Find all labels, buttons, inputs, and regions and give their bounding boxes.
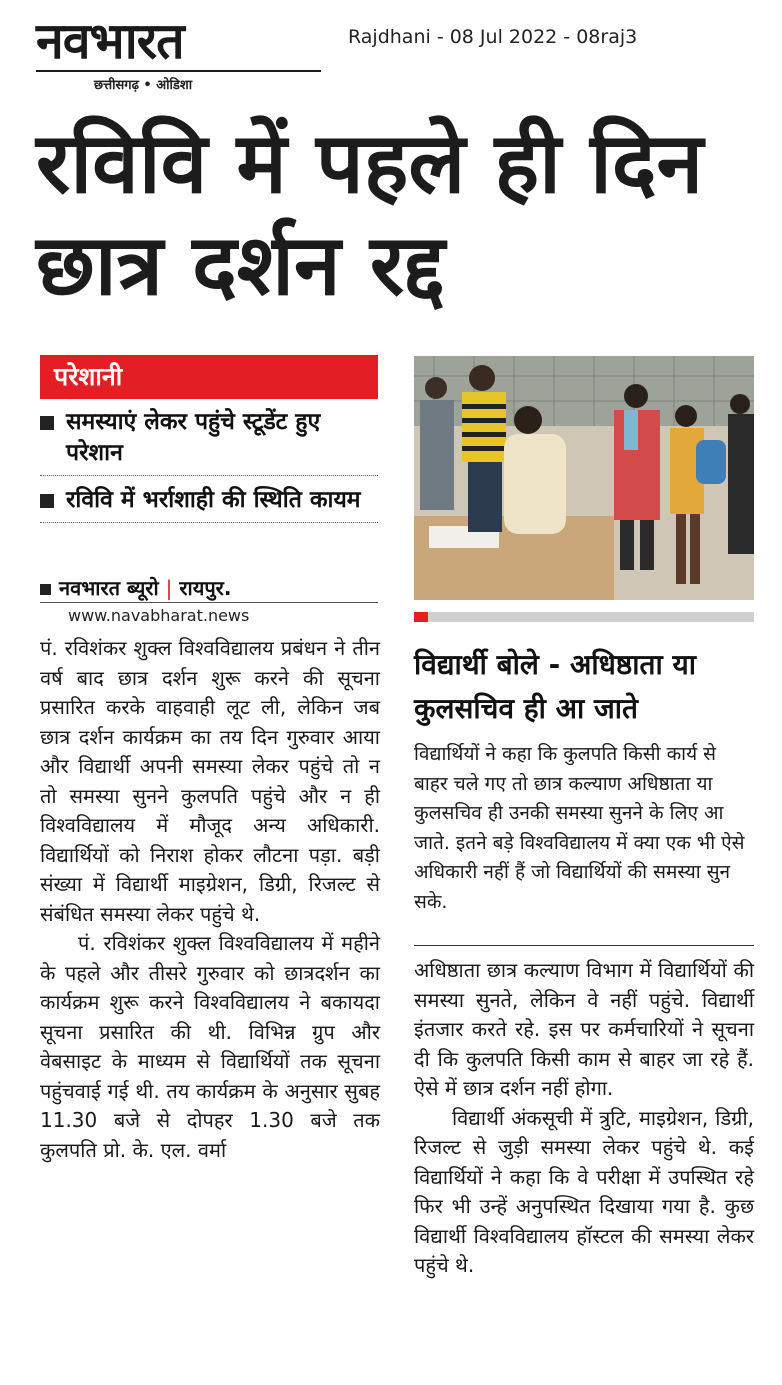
logo-rule: [36, 70, 321, 72]
photo-caption-bar: [414, 612, 754, 622]
website-link[interactable]: www.navabharat.news: [68, 606, 250, 625]
edition-states: छत्तीसगढ़ • ओडिशा: [94, 78, 193, 93]
accent-marker: [414, 612, 428, 622]
article-paragraph: पं. रविशंकर शुक्ल विश्वविद्यालय में महीने के पहले और तीसरे गुरुवार को छात्रदर्शन का कार्यक्रम शुरू करने विश्वविद्यालय ने बकायदा सूचना प्रसारित की थी. विभिन्न ग्रुप और वेबसाइट के माध्यम से विद्यार्थियों तक सूचना पहुंचवाई गई थी. तय कार्यक्रम के अनुसार सुबह 11.30 बजे से दोपहर 1.30 बजे तक कुलपति प्रो. के. एल. वर्मा: [40, 931, 380, 1162]
dateline-city: रायपुर.: [179, 576, 232, 600]
highlight-item: [40, 485, 378, 523]
article-body-left: [40, 634, 380, 1165]
sidebar-heading: विद्यार्थी बोले - अधिष्ठाता या कुलसचिव ही आ जाते: [414, 648, 697, 725]
byline-divider: |: [165, 576, 173, 600]
square-bullet-icon: [40, 416, 54, 430]
masthead: [36, 14, 326, 100]
newspaper-logo: नवभारत: [36, 12, 184, 70]
highlight-item: [40, 407, 378, 476]
divider: [40, 602, 378, 603]
headline: रविवि में पहले ही दिन छात्र दर्शन रद्द: [36, 114, 704, 314]
meta-separator: -: [430, 26, 450, 48]
highlights-list: [40, 407, 378, 532]
publish-date: 08 Jul 2022: [449, 26, 558, 48]
square-bullet-icon: [40, 494, 54, 508]
divider: [414, 945, 754, 946]
page-meta: [348, 26, 637, 48]
article-paragraph: विद्यार्थी अंकसूची में त्रुटि, माइग्रेशन, डिग्री, रिजल्ट से जुड़ी समस्या लेकर पहुंचे थे. कई विद्यार्थियों ने कहा कि वे परीक्षा में उपस्थित रहे फिर भी उन्हें अनुपस्थित दिखाया गया है. कुछ विद्यार्थी विश्वविद्यालय हॉस्टल की समस्या लेकर पहुंचे थे.: [414, 1105, 754, 1277]
students-photo-illustration: [414, 356, 754, 600]
square-bullet-icon: [40, 584, 51, 595]
article-paragraph: पं. रविशंकर शुक्ल विश्वविद्यालय प्रबंधन ने तीन वर्ष बाद छात्र दर्शन शुरू करने की सूचना प्रसारित करके वाहवाही लूट ली, लेकिन जब छात्र दर्शन कार्यक्रम का तय दिन गुरुवार आया और विद्यार्थी अपनी समस्या लेकर पहुंचे तो न तो समस्या सुनने कुलपति पहुंचे और न ही विश्वविद्यालय में मौजूद अन्य अधिकारी. विद्यार्थियों को निराश होकर लौटना पड़ा. बड़ी संख्या में विद्यार्थी माइग्रेशन, डिग्री, रिजल्ट से संबंधित समस्या लेकर पहुंचे थे.: [40, 636, 380, 926]
byline: [40, 574, 378, 601]
meta-separator: -: [557, 26, 577, 48]
section-tag: परेशानी: [40, 355, 378, 399]
highlight-text: रविवि में भर्राशाही की स्थिति कायम: [66, 487, 361, 513]
bureau-name: नवभारत ब्यूरो: [59, 576, 159, 600]
page-code: 08raj3: [576, 26, 638, 48]
article-paragraph: अधिष्ठाता छात्र कल्याण विभाग में विद्यार्थियों की समस्या सुनते, लेकिन वे नहीं पहुंचे. विद्यार्थी इंतजार करते रहे. इस पर कर्मचारियों ने सूचना दी कि कुलपति किसी काम से बाहर जा रहे हैं. ऐसे में छात्र दर्शन नहीं होगा.: [414, 958, 754, 1100]
highlight-text: समस्याएं लेकर पहुंचे स्टूडेंट हुए परेशान: [66, 409, 321, 466]
article-body-right: [414, 956, 754, 1281]
sidebar-quote: विद्यार्थियों ने कहा कि कुलपति किसी कार्य से बाहर चले गए तो छात्र कल्याण अधिष्ठाता या कुलसचिव ही उनकी समस्या सुनने के लिए आ जाते. इतने बड़े विश्वविद्यालय में क्या एक भी ऐसे अधिकारी नहीं हैं जो विद्यार्थियों की समस्या सुन सके.: [414, 743, 745, 913]
edition-name: Rajdhani: [348, 26, 431, 48]
news-photo: [414, 356, 754, 600]
